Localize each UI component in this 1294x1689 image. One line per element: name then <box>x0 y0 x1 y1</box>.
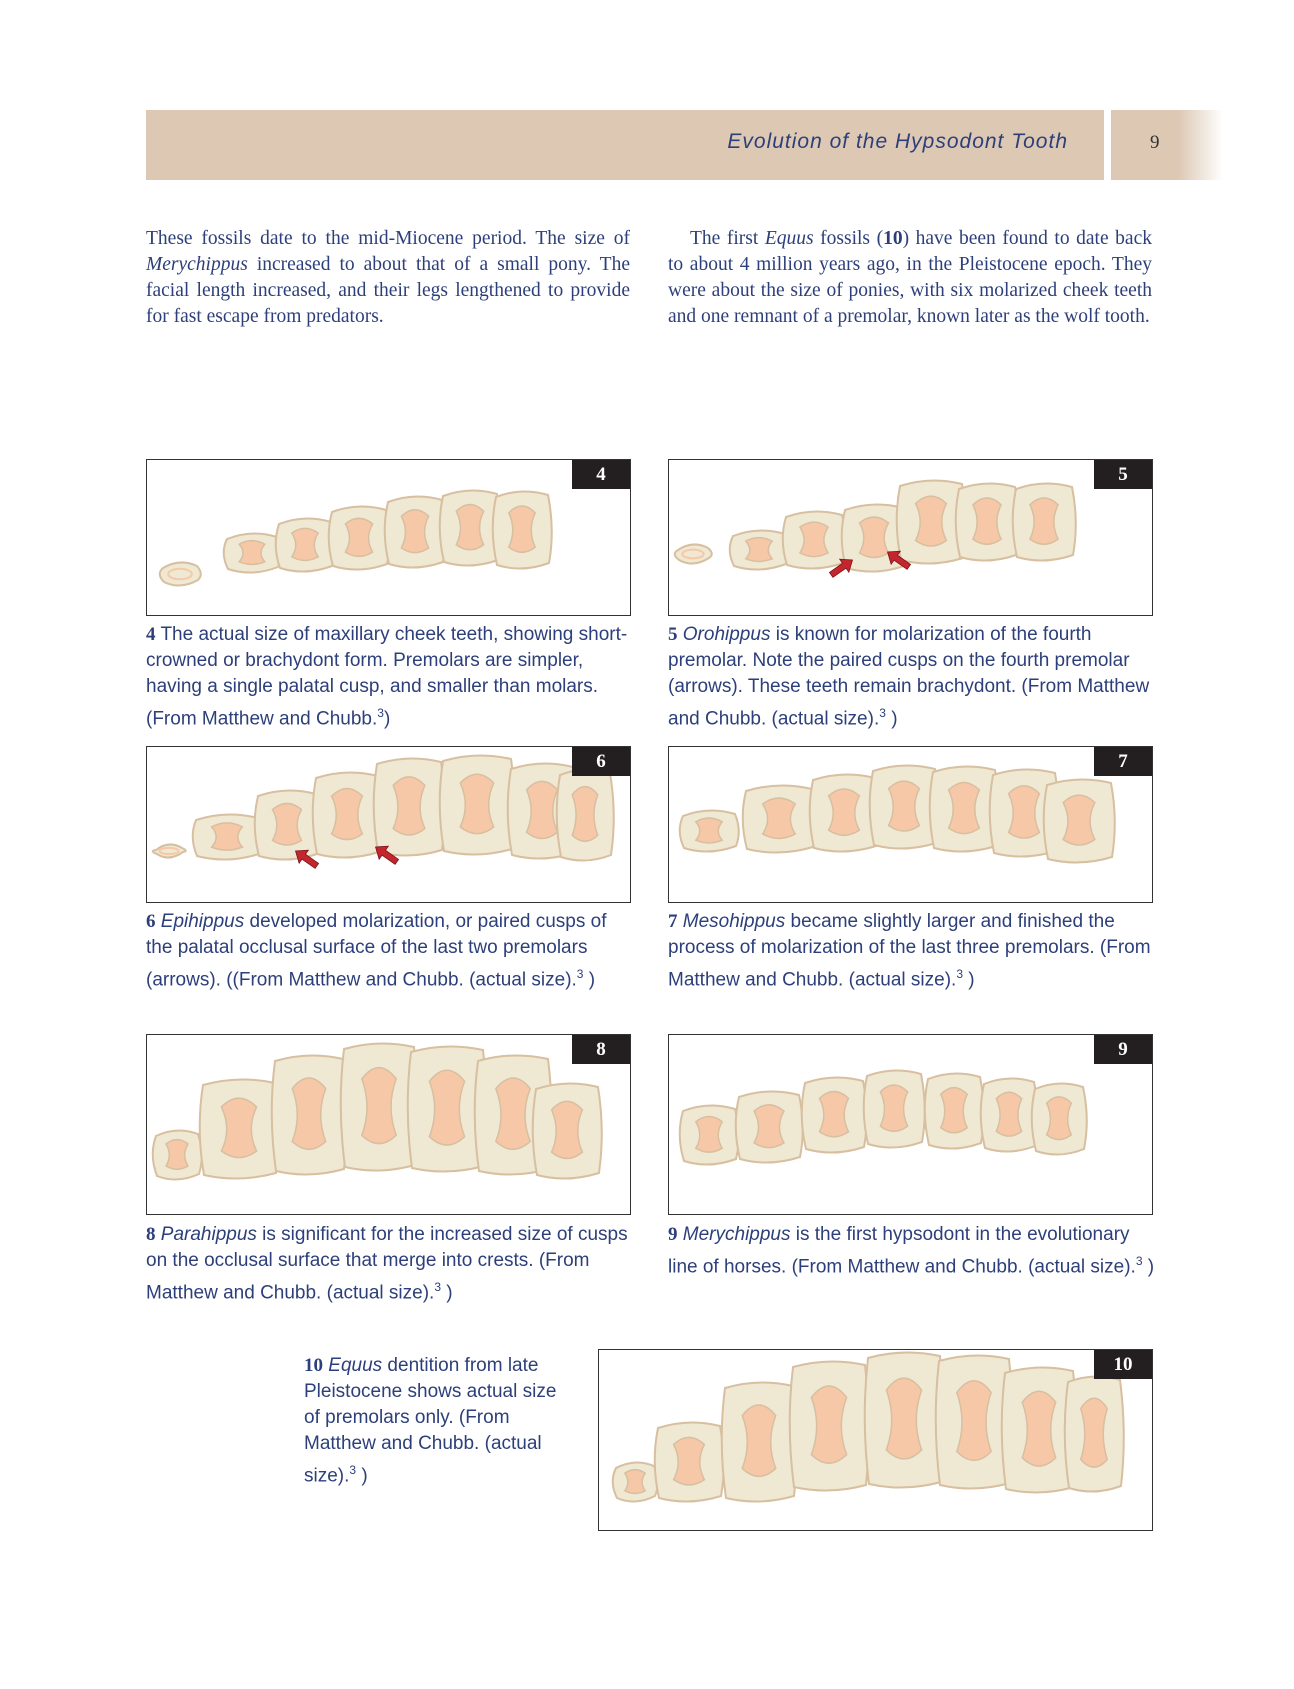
tooth-shape <box>930 766 999 851</box>
right-paragraph: The first Equus fossils (10) have been found to date back to about 4 million years ago, in the Pleistocene epoch. They were about the size of ponies, with six molarized cheek teeth and one remnant of a premolar, known later as the wolf tooth. <box>668 228 1152 327</box>
figure-number: 6 <box>572 747 630 776</box>
tooth-row-illustration <box>147 460 631 616</box>
tooth-shape <box>956 483 1019 560</box>
tooth-shape <box>730 530 789 569</box>
page-number-tab <box>1111 110 1223 180</box>
tooth-shape <box>374 758 445 855</box>
tooth-shape <box>160 562 201 585</box>
tooth-shape <box>613 1462 658 1501</box>
figure-number: 8 <box>572 1035 630 1064</box>
figure-6 <box>146 746 631 903</box>
figure-number: 5 <box>1094 460 1152 489</box>
left-column-text <box>146 226 630 330</box>
tooth-shape <box>153 844 186 857</box>
figure-4-caption: 4 The actual size of maxillary cheek teeth, showing short-crowned or brachydont form. Premolars are simpler, having a single palatal cusp, and smaller than molars. (From Matthew and Chubb.$^3$) <box>146 624 628 730</box>
tooth-row-illustration <box>669 747 1153 903</box>
tooth-shape <box>385 496 446 567</box>
figure-number: 10 <box>1094 1350 1152 1379</box>
figure-number: 4 <box>572 460 630 489</box>
tooth-shape <box>802 1077 867 1152</box>
tooth-shape <box>440 755 515 854</box>
tooth-shape <box>870 765 939 848</box>
tooth-shape <box>200 1079 279 1178</box>
tooth-shape <box>1065 1376 1124 1491</box>
figure-7 <box>668 746 1153 903</box>
tooth-shape <box>272 1055 347 1174</box>
tooth-shape <box>680 810 739 851</box>
figure-6-caption: 6 Epihippus developed molarization, or paired cusps of the palatal occlusal surface of the last two premolars (arrows). ((From Matthew and Chubb. (actual size).$^3$ ) <box>146 911 607 991</box>
tooth-shape <box>864 1070 925 1147</box>
figure-10-caption: 10 Equus dentition from late Pleistocene shows actual size of premolars only. (From Matthew and Chubb. (actual size).$^3$ ) <box>304 1355 557 1487</box>
tooth-shape <box>722 1382 797 1501</box>
running-header <box>146 110 1104 180</box>
right-column-text <box>668 226 1152 330</box>
figure-number: 7 <box>1094 747 1152 776</box>
tooth-row-illustration <box>147 1035 631 1215</box>
tooth-shape <box>313 772 382 857</box>
tooth-shape <box>255 790 320 859</box>
figure-8-caption: 8 Parahippus is significant for the increased size of cusps on the occlusal surface that merge into crests. (From Matthew and Chubb. (actual size).$^3$ ) <box>146 1224 628 1304</box>
tooth-shape <box>865 1352 944 1487</box>
tooth-shape <box>925 1073 984 1148</box>
tooth-shape <box>329 506 390 569</box>
tooth-shape <box>533 1083 602 1178</box>
tooth-shape <box>1032 1083 1087 1154</box>
tooth-shape <box>810 774 879 851</box>
tooth-shape <box>743 785 816 852</box>
figure-7-caption: 7 Mesohippus became slightly larger and finished the process of molarization of the last three premolars. (From Matthew and Chubb. (actual size).$^3$ ) <box>668 911 1151 991</box>
tooth-row-illustration <box>669 1035 1153 1215</box>
tooth-shape <box>276 518 335 571</box>
tooth-shape <box>736 1091 803 1162</box>
tooth-shape <box>193 814 262 859</box>
tooth-shape <box>1044 779 1115 862</box>
page-number: 9 <box>1150 132 1160 153</box>
tooth-shape <box>557 769 614 860</box>
figure-9 <box>668 1034 1153 1215</box>
figure-5 <box>668 459 1153 616</box>
figure-9-caption: 9 Merychippus is the first hypsodont in the evolutionary line of horses. (From Matthew and Chubb. (actual size).$^3$ ) <box>668 1224 1155 1278</box>
figure-4 <box>146 459 631 616</box>
tooth-row-illustration <box>669 460 1153 616</box>
tooth-shape <box>981 1078 1038 1151</box>
tooth-shape <box>1013 483 1076 560</box>
tooth-shape <box>790 1361 869 1490</box>
tooth-shape <box>224 533 281 572</box>
tooth-shape <box>153 1130 202 1179</box>
figure-number: 9 <box>1094 1035 1152 1064</box>
tooth-shape <box>783 511 846 568</box>
tooth-shape <box>440 490 501 565</box>
running-title: Evolution of the Hypsodont Tooth <box>727 130 1068 153</box>
tooth-shape <box>493 491 552 568</box>
tooth-shape <box>655 1422 724 1501</box>
tooth-row-illustration <box>599 1350 1153 1531</box>
tooth-row-illustration <box>147 747 631 903</box>
figure-5-caption: 5 Orohippus is known for molarization of the fourth premolar. Note the paired cusps on the fourth premolar (arrows). These teeth remain brachydont. (From Matthew and Chubb. (actual size).$^3$ ) <box>668 624 1150 730</box>
figure-10 <box>598 1349 1153 1531</box>
figure-8 <box>146 1034 631 1215</box>
tooth-shape <box>675 544 712 563</box>
tooth-shape <box>680 1105 739 1164</box>
left-paragraph: These fossils date to the mid-Miocene period. The size of Merychippus increased to about that of a small pony. The facial length increased, and their legs lengthened to provide for fast escape from predators. <box>146 228 630 327</box>
tooth-shape <box>341 1043 418 1170</box>
